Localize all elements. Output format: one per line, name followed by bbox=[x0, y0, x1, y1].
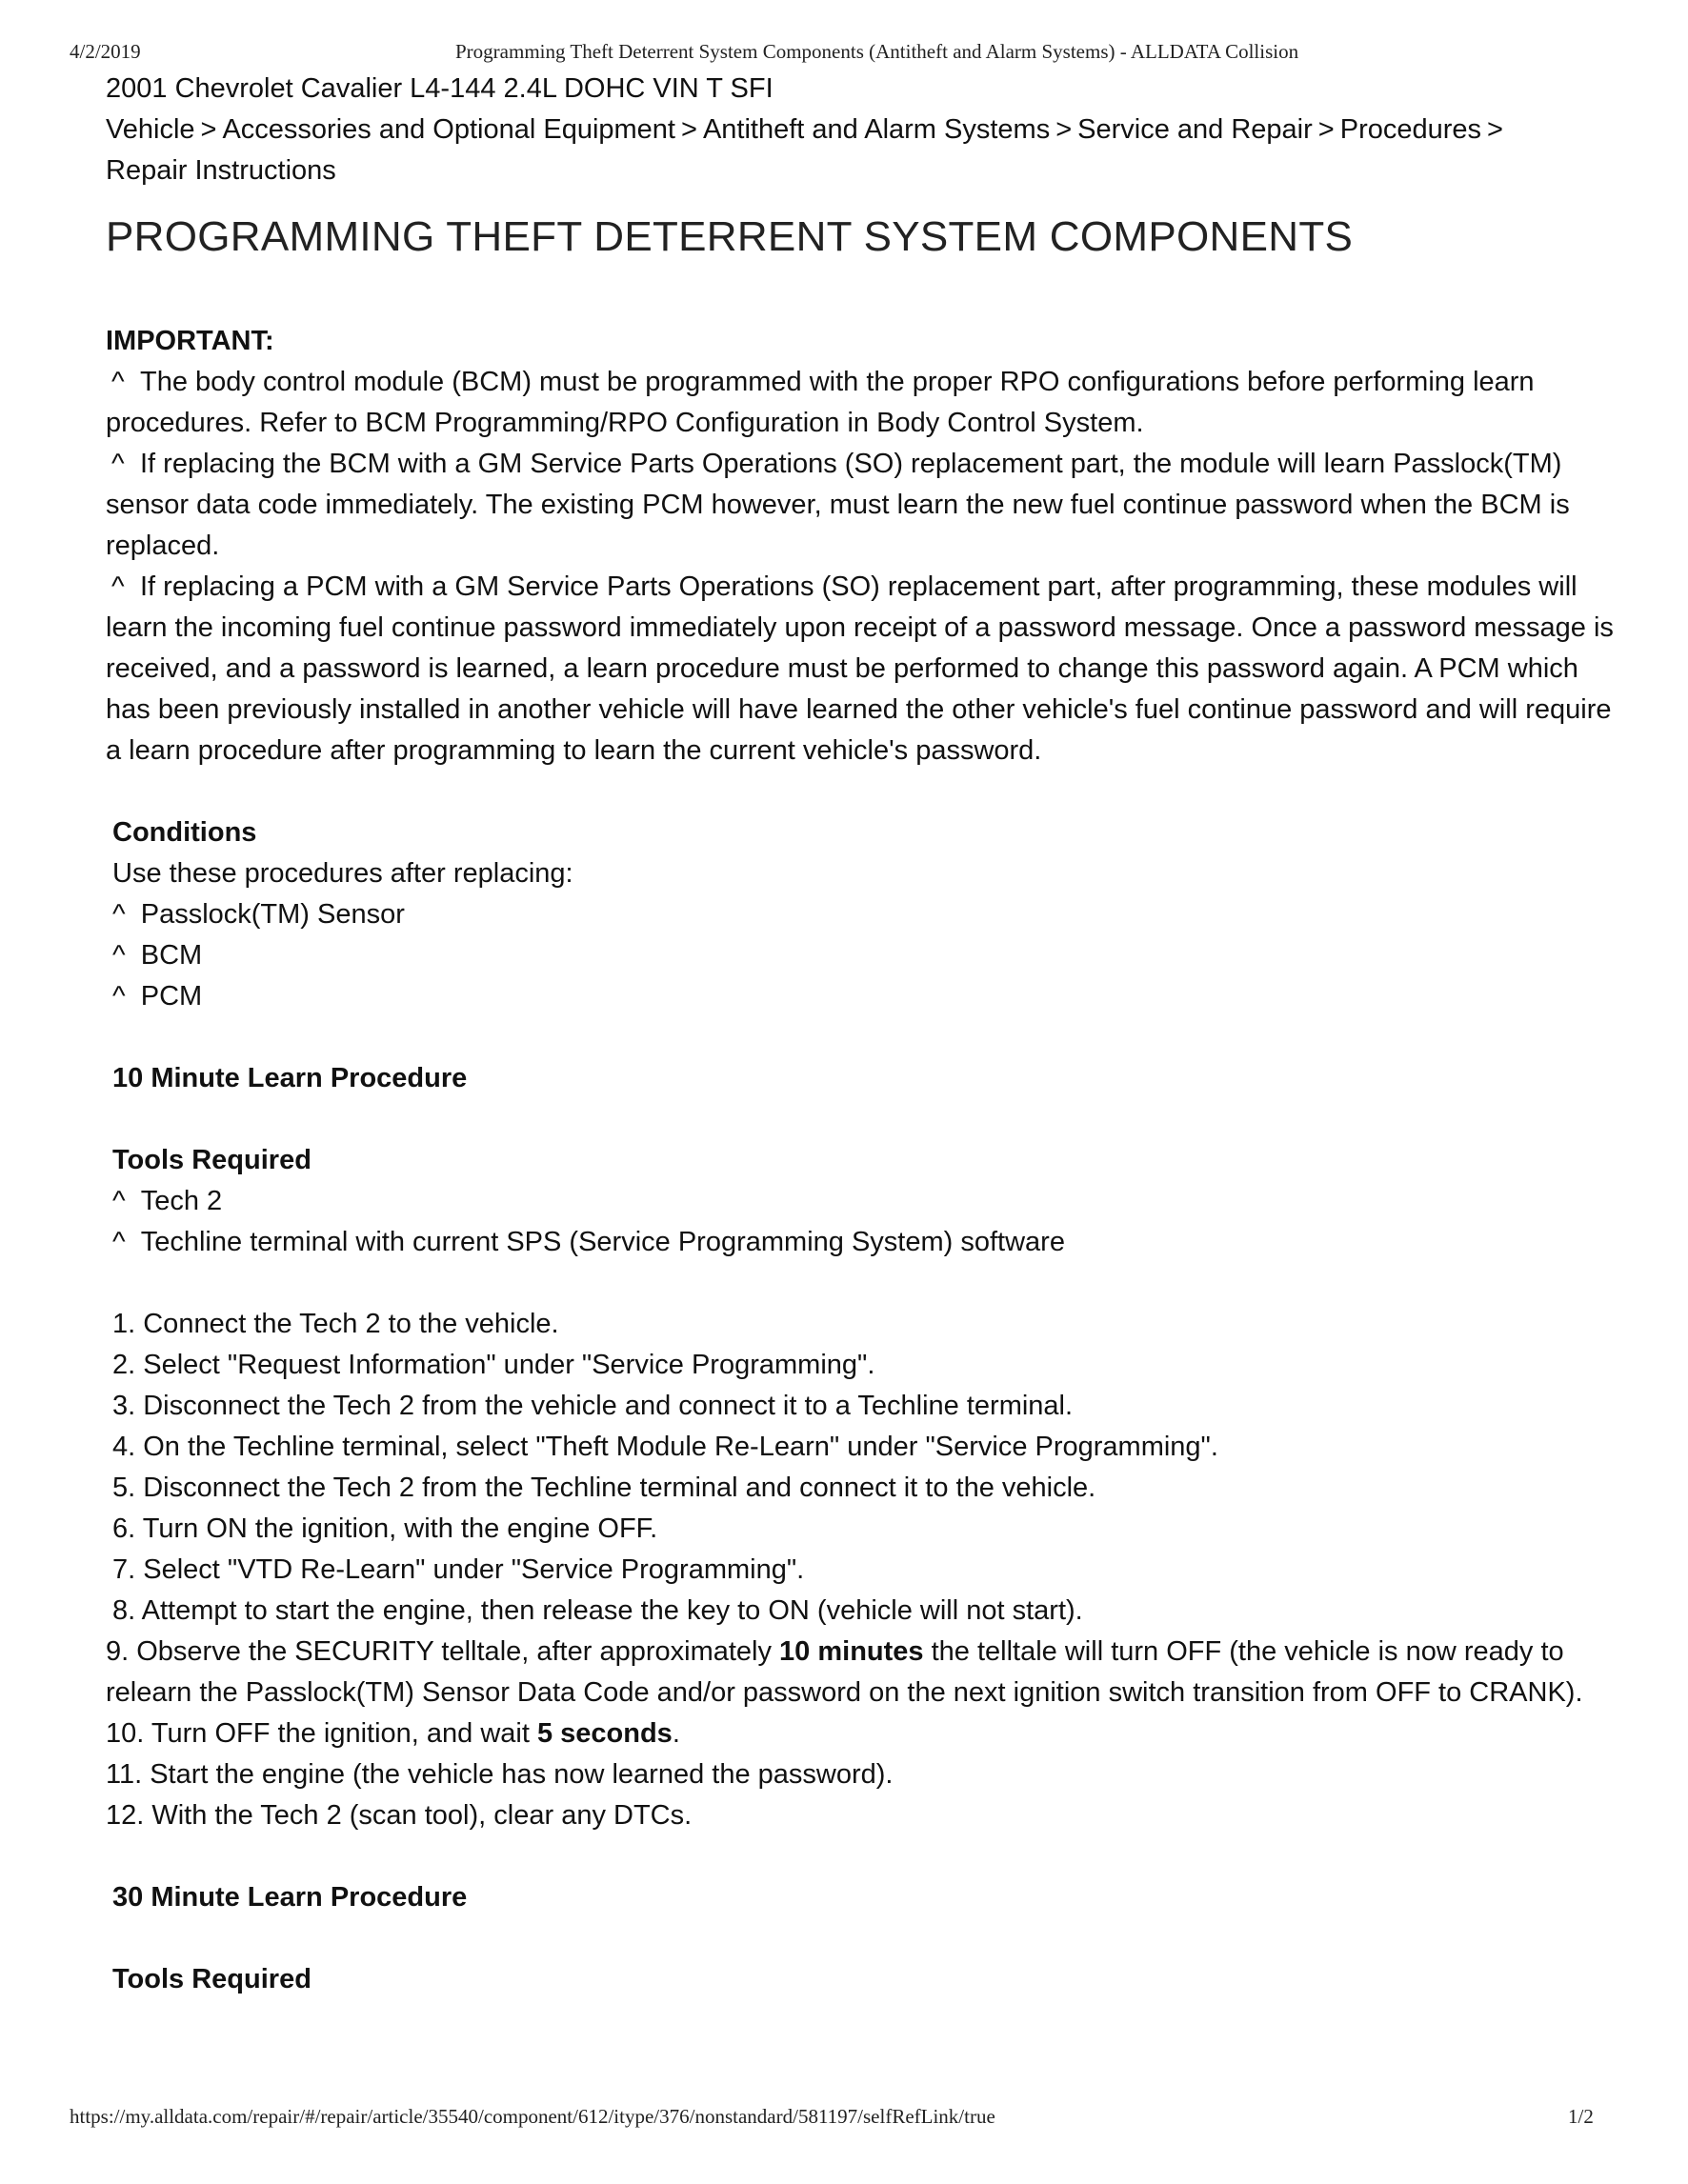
procedure-step: 8. Attempt to start the engine, then release the key to ON (vehicle will not start). bbox=[112, 1595, 1083, 1626]
caret-bullet-icon: ^ bbox=[111, 571, 125, 602]
procedure-steps bbox=[106, 1304, 1620, 1836]
caret-bullet-icon: ^ bbox=[111, 367, 125, 397]
page-url[interactable]: https://my.alldata.com/repair/#/repair/article/35540/component/612/itype/376/nonstandard/581197/selfRefLink/true bbox=[70, 2105, 995, 2128]
thirty-minute-procedure bbox=[106, 1877, 1620, 2000]
page-number: 1/2 bbox=[1568, 2105, 1594, 2128]
tools-required-heading: Tools Required bbox=[112, 1145, 311, 1175]
breadcrumb-separator: > bbox=[1317, 114, 1335, 145]
breadcrumb bbox=[106, 110, 1620, 191]
breadcrumb-item[interactable]: Accessories and Optional Equipment bbox=[222, 114, 675, 145]
procedure-step: 11. Start the engine (the vehicle has now learned the password). bbox=[106, 1759, 894, 1790]
important-heading: IMPORTANT: bbox=[106, 326, 274, 356]
breadcrumb-item[interactable]: Service and Repair bbox=[1077, 114, 1313, 145]
vehicle-name: 2001 Chevrolet Cavalier L4-144 2.4L DOHC VIN T SFI bbox=[106, 73, 774, 104]
print-date: 4/2/2019 bbox=[70, 40, 141, 63]
caret-bullet-icon: ^ bbox=[112, 940, 126, 971]
page-title: PROGRAMMING THEFT DETERRENT SYSTEM COMPONENTS bbox=[106, 213, 1354, 260]
procedure-step: 10. Turn OFF the ignition, and wait 5 seconds. bbox=[106, 1718, 680, 1749]
procedure-step: 6. Turn ON the ignition, with the engine OFF. bbox=[112, 1513, 658, 1544]
procedure-step: 2. Select "Request Information" under "Service Programming". bbox=[112, 1350, 875, 1380]
condition-item: ^ PCM bbox=[112, 981, 203, 1012]
important-item: ^ If replacing the BCM with a GM Service Parts Operations (SO) replacement part, the module will learn Passlock(TM) sensor data code immediately. The existing PCM however, must learn the new fuel continue password when the BCM is replaced. bbox=[106, 444, 1620, 567]
emphasis-duration: 10 minutes bbox=[779, 1636, 924, 1667]
caret-bullet-icon: ^ bbox=[112, 1227, 126, 1257]
breadcrumb-item[interactable]: Antitheft and Alarm Systems bbox=[702, 114, 1051, 145]
emphasis-duration: 5 seconds bbox=[536, 1718, 673, 1749]
breadcrumb-separator: > bbox=[1055, 114, 1073, 145]
tool-item: ^ Techline terminal with current SPS (Service Programming System) software bbox=[112, 1227, 1065, 1257]
important-section bbox=[106, 321, 1620, 771]
procedure-step: 5. Disconnect the Tech 2 from the Techline terminal and connect it to the vehicle. bbox=[112, 1473, 1096, 1503]
conditions-section bbox=[106, 812, 1620, 1017]
conditions-intro: Use these procedures after replacing: bbox=[112, 858, 573, 889]
procedure-heading: 10 Minute Learn Procedure bbox=[112, 1063, 468, 1093]
breadcrumb-separator: > bbox=[1487, 114, 1503, 145]
procedure-step: 3. Disconnect the Tech 2 from the vehicle and connect it to a Techline terminal. bbox=[112, 1391, 1074, 1421]
important-item: ^ The body control module (BCM) must be programmed with the proper RPO configurations before performing learn procedures. Refer to BCM Programming/RPO Configuration in Body Control System. bbox=[106, 362, 1620, 444]
caret-bullet-icon: ^ bbox=[112, 981, 126, 1012]
print-header bbox=[0, 40, 1688, 69]
procedure-step: 7. Select "VTD Re-Learn" under "Service Programming". bbox=[112, 1554, 805, 1585]
breadcrumb-item-current[interactable]: Repair Instructions bbox=[106, 155, 336, 186]
caret-bullet-icon: ^ bbox=[112, 899, 126, 930]
breadcrumb-item[interactable]: Vehicle bbox=[106, 114, 195, 145]
condition-item: ^ BCM bbox=[112, 940, 203, 971]
procedure-step: 1. Connect the Tech 2 to the vehicle. bbox=[112, 1309, 559, 1339]
procedure-heading: 30 Minute Learn Procedure bbox=[112, 1882, 468, 1913]
caret-bullet-icon: ^ bbox=[112, 1186, 126, 1216]
caret-bullet-icon: ^ bbox=[111, 449, 125, 479]
print-footer bbox=[0, 2105, 1688, 2134]
procedure-step: 9. Observe the SECURITY telltale, after approximately 10 minutes the telltale will turn OFF (the vehicle is now ready to relearn the Passlock(TM) Sensor Data Code and/or password on the next ignition switch transition from OFF to CRANK). bbox=[106, 1636, 1583, 1708]
breadcrumb-separator: > bbox=[681, 114, 697, 145]
condition-item: ^ Passlock(TM) Sensor bbox=[112, 899, 405, 930]
procedure-step: 12. With the Tech 2 (scan tool), clear any DTCs. bbox=[106, 1800, 693, 1831]
procedure-step: 4. On the Techline terminal, select "Theft Module Re-Learn" under "Service Programming". bbox=[112, 1432, 1218, 1462]
article-content bbox=[106, 69, 1620, 2000]
important-item: ^ If replacing a PCM with a GM Service Parts Operations (SO) replacement part, after programming, these modules will learn the incoming fuel continue password immediately upon receipt of a password message. Once a password message is received, and a password is learned, a learn procedure must be performed to change this password again. A PCM which has been previously installed in another vehicle will have learned the other vehicle's fuel continue password and will require a learn procedure after programming to learn the current vehicle's password. bbox=[106, 567, 1620, 771]
print-document-title: Programming Theft Deterrent System Components (Antitheft and Alarm Systems) - ALLDATA Collision bbox=[455, 40, 1299, 63]
tools-required-heading: Tools Required bbox=[112, 1964, 311, 1994]
tool-item: ^ Tech 2 bbox=[112, 1186, 223, 1216]
ten-minute-procedure bbox=[106, 1058, 1620, 1836]
breadcrumb-separator: > bbox=[200, 114, 217, 145]
conditions-heading: Conditions bbox=[112, 817, 257, 848]
breadcrumb-item[interactable]: Procedures bbox=[1339, 114, 1482, 145]
